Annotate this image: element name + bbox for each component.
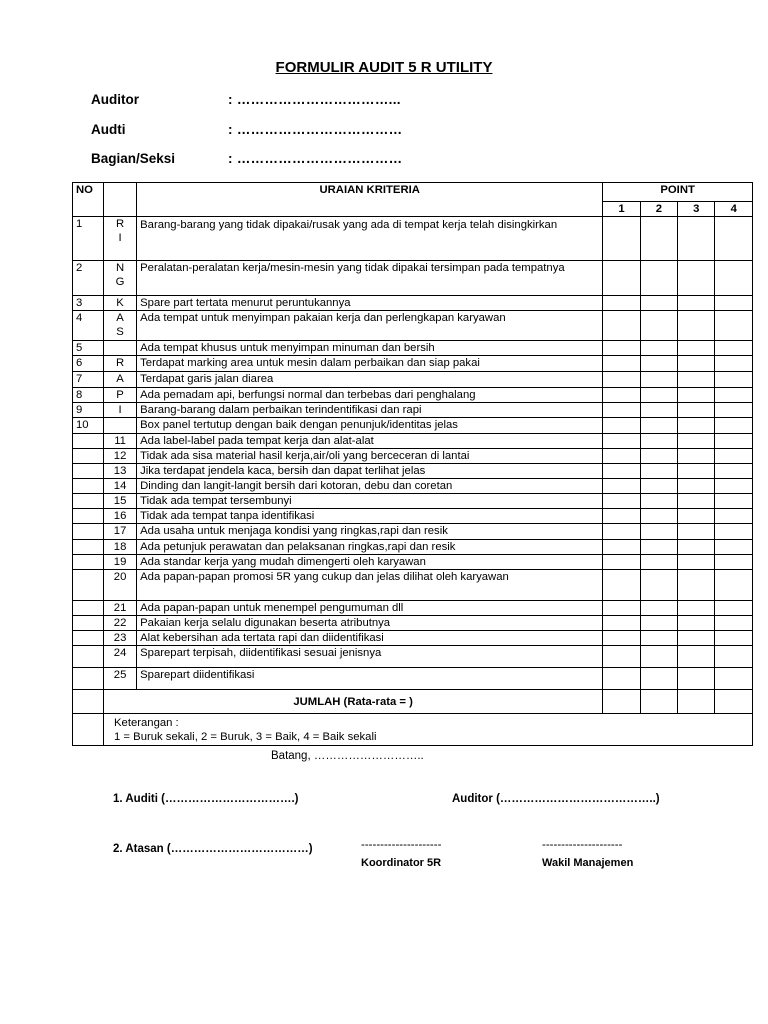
keterangan-blank xyxy=(73,714,104,746)
row-code-letter: 18 xyxy=(113,541,127,553)
row-criteria: Terdapat garis jalan diarea xyxy=(137,372,603,388)
row-criteria: Tidak ada tempat tanpa identifikasi xyxy=(137,509,603,524)
row-code-letter: I xyxy=(118,404,122,416)
row-criteria: Barang-barang dalam perbaikan terindentifikasi dan rapi xyxy=(137,403,603,418)
row-no: 9 xyxy=(73,403,104,418)
row-code-letter: 19 xyxy=(113,556,127,568)
header-no: NO xyxy=(73,183,104,217)
row-code-letter: 22 xyxy=(113,617,127,629)
audit-table xyxy=(72,182,753,746)
score-cell-4[interactable] xyxy=(715,311,753,341)
score-cell-2[interactable] xyxy=(640,570,677,601)
row-code xyxy=(104,388,137,403)
score-cell-1[interactable] xyxy=(603,388,640,403)
score-cell-3[interactable] xyxy=(678,311,715,341)
row-code-letter: S xyxy=(116,326,124,338)
header-point-1: 1 xyxy=(603,202,640,217)
row-code-letter: 16 xyxy=(113,510,127,522)
row-criteria: Tidak ada sisa material hasil kerja,air/oli yang berceceran di lantai xyxy=(137,449,603,464)
score-cell-2[interactable] xyxy=(640,509,677,524)
row-code-letter: G xyxy=(115,276,125,288)
score-cell-3[interactable] xyxy=(678,646,715,668)
row-criteria: Ada pemadam api, berfungsi normal dan terbebas dari penghalang xyxy=(137,388,603,403)
score-cell-3[interactable] xyxy=(678,631,715,646)
row-code xyxy=(104,555,137,570)
score-cell-3[interactable] xyxy=(678,341,715,356)
score-cell-1[interactable] xyxy=(603,296,640,311)
signature-atasan: 2. Atasan (………………………………) xyxy=(113,843,313,855)
row-no xyxy=(73,555,104,570)
row-code xyxy=(104,601,137,616)
score-cell-4[interactable] xyxy=(715,296,753,311)
score-cell-2[interactable] xyxy=(640,555,677,570)
header-point-3: 3 xyxy=(678,202,715,217)
table-row xyxy=(73,631,753,646)
score-cell-4[interactable] xyxy=(715,668,753,690)
score-cell-1[interactable] xyxy=(603,509,640,524)
row-criteria: Ada tempat untuk menyimpan pakaian kerja dan perlengkapan karyawan xyxy=(137,311,603,341)
score-cell-2[interactable] xyxy=(640,646,677,668)
score-cell-3[interactable] xyxy=(678,616,715,631)
row-code-letter: 13 xyxy=(113,465,127,477)
score-cell-2[interactable] xyxy=(640,494,677,509)
row-code xyxy=(104,403,137,418)
table-row xyxy=(73,616,753,631)
table-row xyxy=(73,261,753,296)
row-no xyxy=(73,479,104,494)
table-row xyxy=(73,449,753,464)
score-cell-3[interactable] xyxy=(678,540,715,555)
score-cell-2[interactable] xyxy=(640,631,677,646)
table-row xyxy=(73,524,753,540)
row-code xyxy=(104,479,137,494)
table-row xyxy=(73,418,753,434)
score-cell-3[interactable] xyxy=(678,356,715,372)
row-code xyxy=(104,494,137,509)
table-row xyxy=(73,601,753,616)
row-no xyxy=(73,540,104,555)
row-code-letter: I xyxy=(118,232,122,244)
signature-line-wakil: --------------------- xyxy=(542,839,623,851)
row-code-letter: R xyxy=(115,218,125,230)
score-cell-4[interactable] xyxy=(715,524,753,540)
row-code xyxy=(104,668,137,690)
score-cell-1[interactable] xyxy=(603,449,640,464)
row-code-letter: 17 xyxy=(113,525,127,537)
score-cell-4[interactable] xyxy=(715,217,753,261)
row-criteria: Tidak ada tempat tersembunyi xyxy=(137,494,603,509)
row-no xyxy=(73,668,104,690)
table-row xyxy=(73,494,753,509)
row-code-letter: 23 xyxy=(113,632,127,644)
score-cell-4[interactable] xyxy=(715,434,753,449)
row-code-letter: 21 xyxy=(113,602,127,614)
score-cell-2[interactable] xyxy=(640,540,677,555)
score-cell-1[interactable] xyxy=(603,631,640,646)
meta-label-bagian: Bagian/Seksi xyxy=(91,151,176,166)
row-no xyxy=(73,509,104,524)
jumlah-cell-4[interactable] xyxy=(715,690,753,714)
score-cell-2[interactable] xyxy=(640,668,677,690)
score-cell-4[interactable] xyxy=(715,449,753,464)
score-cell-4[interactable] xyxy=(715,356,753,372)
row-no: 5 xyxy=(73,341,104,356)
table-row xyxy=(73,570,753,601)
score-cell-3[interactable] xyxy=(678,372,715,388)
score-cell-1[interactable] xyxy=(603,464,640,479)
row-no xyxy=(73,631,104,646)
score-cell-2[interactable] xyxy=(640,616,677,631)
score-cell-2[interactable] xyxy=(640,388,677,403)
row-no xyxy=(73,646,104,668)
score-cell-2[interactable] xyxy=(640,341,677,356)
row-code-letter: K xyxy=(116,297,124,309)
score-cell-1[interactable] xyxy=(603,479,640,494)
signature-auditi: 1. Auditi (…………………………….) xyxy=(113,793,299,805)
row-no: 4 xyxy=(73,311,104,341)
row-code xyxy=(104,217,137,261)
row-code-letter: 24 xyxy=(113,647,127,659)
row-code xyxy=(104,418,137,434)
score-cell-2[interactable] xyxy=(640,524,677,540)
score-cell-3[interactable] xyxy=(678,570,715,601)
jumlah-cell-1[interactable] xyxy=(603,690,640,714)
score-cell-3[interactable] xyxy=(678,509,715,524)
jumlah-label: JUMLAH (Rata-rata = ) xyxy=(104,690,603,714)
row-code xyxy=(104,434,137,449)
row-code xyxy=(104,616,137,631)
score-cell-1[interactable] xyxy=(603,524,640,540)
row-criteria: Box panel tertutup dengan baik dengan penunjuk/identitas jelas xyxy=(137,418,603,434)
score-cell-1[interactable] xyxy=(603,372,640,388)
score-cell-2[interactable] xyxy=(640,601,677,616)
row-no xyxy=(73,570,104,601)
score-cell-3[interactable] xyxy=(678,217,715,261)
score-cell-4[interactable] xyxy=(715,509,753,524)
score-cell-3[interactable] xyxy=(678,434,715,449)
score-cell-1[interactable] xyxy=(603,494,640,509)
score-cell-3[interactable] xyxy=(678,555,715,570)
score-cell-4[interactable] xyxy=(715,341,753,356)
score-cell-4[interactable] xyxy=(715,570,753,601)
score-cell-4[interactable] xyxy=(715,261,753,296)
score-cell-4[interactable] xyxy=(715,494,753,509)
row-criteria: Ada standar kerja yang mudah dimengerti oleh karyawan xyxy=(137,555,603,570)
score-cell-2[interactable] xyxy=(640,296,677,311)
row-criteria: Ada papan-papan untuk menempel pengumuman dll xyxy=(137,601,603,616)
row-code xyxy=(104,356,137,372)
row-code xyxy=(104,311,137,341)
table-row xyxy=(73,479,753,494)
row-no: 6 xyxy=(73,356,104,372)
score-cell-2[interactable] xyxy=(640,479,677,494)
table-row xyxy=(73,403,753,418)
place-date: Batang, ……………………….. xyxy=(271,750,424,762)
header-code xyxy=(104,183,137,217)
row-code-letter: 20 xyxy=(113,571,127,583)
table-row xyxy=(73,555,753,570)
score-cell-2[interactable] xyxy=(640,464,677,479)
row-criteria: Ada label-label pada tempat kerja dan alat-alat xyxy=(137,434,603,449)
score-cell-1[interactable] xyxy=(603,555,640,570)
table-row xyxy=(73,356,753,372)
form-title: FORMULIR AUDIT 5 R UTILITY xyxy=(275,59,493,76)
score-cell-1[interactable] xyxy=(603,217,640,261)
row-code-letter: 25 xyxy=(113,669,127,681)
score-cell-3[interactable] xyxy=(678,524,715,540)
meta-value-auditor: : ……………………………... xyxy=(228,92,401,107)
header-point: POINT xyxy=(603,183,753,202)
score-cell-1[interactable] xyxy=(603,341,640,356)
score-cell-1[interactable] xyxy=(603,601,640,616)
table-row xyxy=(73,311,753,341)
score-cell-1[interactable] xyxy=(603,434,640,449)
score-cell-4[interactable] xyxy=(715,479,753,494)
row-criteria: Ada tempat khusus untuk menyimpan minuman dan bersih xyxy=(137,341,603,356)
score-cell-3[interactable] xyxy=(678,668,715,690)
score-cell-4[interactable] xyxy=(715,464,753,479)
row-code xyxy=(104,464,137,479)
row-no: 1 xyxy=(73,217,104,261)
row-code-letter: A xyxy=(116,373,124,385)
score-cell-1[interactable] xyxy=(603,668,640,690)
row-no: 3 xyxy=(73,296,104,311)
table-row xyxy=(73,341,753,356)
keterangan-title: Keterangan : xyxy=(114,717,179,729)
score-cell-2[interactable] xyxy=(640,356,677,372)
row-code-letter: R xyxy=(115,357,125,369)
row-code xyxy=(104,261,137,296)
keterangan-text: 1 = Buruk sekali, 2 = Buruk, 3 = Baik, 4 = Baik sekali xyxy=(114,731,377,743)
jumlah-cell-2[interactable] xyxy=(640,690,677,714)
score-cell-2[interactable] xyxy=(640,311,677,341)
score-cell-1[interactable] xyxy=(603,616,640,631)
row-no: 7 xyxy=(73,372,104,388)
score-cell-3[interactable] xyxy=(678,449,715,464)
keterangan xyxy=(104,714,753,746)
row-criteria: Sparepart terpisah, diidentifikasi sesuai jenisnya xyxy=(137,646,603,668)
meta-value-audti: : ……………………………… xyxy=(228,122,403,137)
jumlah-blank xyxy=(73,690,104,714)
score-cell-2[interactable] xyxy=(640,434,677,449)
row-criteria: Sparepart diidentifikasi xyxy=(137,668,603,690)
score-cell-4[interactable] xyxy=(715,555,753,570)
signature-koordinator: Koordinator 5R xyxy=(361,857,442,869)
score-cell-4[interactable] xyxy=(715,540,753,555)
row-code-letter: 12 xyxy=(113,450,127,462)
score-cell-4[interactable] xyxy=(715,601,753,616)
signature-auditor: Auditor (…………………………………..) xyxy=(452,793,660,805)
score-cell-1[interactable] xyxy=(603,570,640,601)
row-criteria: Spare part tertata menurut peruntukannya xyxy=(137,296,603,311)
score-cell-2[interactable] xyxy=(640,449,677,464)
row-no: 10 xyxy=(73,418,104,434)
row-code-letter: 14 xyxy=(113,480,127,492)
header-point-2: 2 xyxy=(640,202,677,217)
table-row xyxy=(73,668,753,690)
header-criteria: URAIAN KRITERIA xyxy=(137,183,603,217)
row-code xyxy=(104,296,137,311)
row-criteria: Barang-barang yang tidak dipakai/rusak yang ada di tempat kerja telah disingkirkan xyxy=(137,217,603,261)
meta-value-bagian: : ……………………………… xyxy=(228,151,403,166)
row-code-letter: P xyxy=(116,389,124,401)
score-cell-1[interactable] xyxy=(603,418,640,434)
row-code xyxy=(104,509,137,524)
row-code-letter: 15 xyxy=(113,495,127,507)
score-cell-3[interactable] xyxy=(678,296,715,311)
score-cell-3[interactable] xyxy=(678,464,715,479)
score-cell-3[interactable] xyxy=(678,261,715,296)
score-cell-4[interactable] xyxy=(715,388,753,403)
row-no xyxy=(73,464,104,479)
score-cell-3[interactable] xyxy=(678,479,715,494)
score-cell-2[interactable] xyxy=(640,261,677,296)
meta-label-audti: Audti xyxy=(91,122,126,137)
row-criteria: Ada usaha untuk menjaga kondisi yang ringkas,rapi dan resik xyxy=(137,524,603,540)
score-cell-1[interactable] xyxy=(603,403,640,418)
signature-line-koordinator: --------------------- xyxy=(361,839,442,851)
score-cell-4[interactable] xyxy=(715,418,753,434)
table-row xyxy=(73,509,753,524)
score-cell-4[interactable] xyxy=(715,403,753,418)
score-cell-3[interactable] xyxy=(678,494,715,509)
row-criteria: Pakaian kerja selalu digunakan beserta atributnya xyxy=(137,616,603,631)
row-criteria: Alat kebersihan ada tertata rapi dan diidentifikasi xyxy=(137,631,603,646)
score-cell-1[interactable] xyxy=(603,646,640,668)
row-no: 2 xyxy=(73,261,104,296)
row-no xyxy=(73,601,104,616)
jumlah-cell-3[interactable] xyxy=(678,690,715,714)
row-no xyxy=(73,449,104,464)
table-row xyxy=(73,464,753,479)
score-cell-4[interactable] xyxy=(715,646,753,668)
row-no xyxy=(73,524,104,540)
header-point-4: 4 xyxy=(715,202,753,217)
score-cell-3[interactable] xyxy=(678,403,715,418)
table-row xyxy=(73,372,753,388)
score-cell-4[interactable] xyxy=(715,616,753,631)
table-row xyxy=(73,540,753,555)
table-row xyxy=(73,646,753,668)
row-criteria: Dinding dan langit-langit bersih dari kotoran, debu dan coretan xyxy=(137,479,603,494)
row-criteria: Jika terdapat jendela kaca, bersih dan dapat terlihat jelas xyxy=(137,464,603,479)
row-no xyxy=(73,494,104,509)
score-cell-2[interactable] xyxy=(640,372,677,388)
row-criteria: Ada papan-papan promosi 5R yang cukup dan jelas dilihat oleh karyawan xyxy=(137,570,603,601)
score-cell-3[interactable] xyxy=(678,388,715,403)
table-row xyxy=(73,434,753,449)
score-cell-1[interactable] xyxy=(603,261,640,296)
row-code-letter: A xyxy=(116,312,124,324)
table-row xyxy=(73,296,753,311)
row-no xyxy=(73,616,104,631)
score-cell-4[interactable] xyxy=(715,631,753,646)
row-code xyxy=(104,631,137,646)
table-row xyxy=(73,217,753,261)
row-code xyxy=(104,341,137,356)
score-cell-2[interactable] xyxy=(640,217,677,261)
score-cell-2[interactable] xyxy=(640,403,677,418)
score-cell-1[interactable] xyxy=(603,540,640,555)
row-criteria: Peralatan-peralatan kerja/mesin-mesin yang tidak dipakai tersimpan pada tempatnya xyxy=(137,261,603,296)
row-no xyxy=(73,434,104,449)
row-code xyxy=(104,449,137,464)
signature-wakil: Wakil Manajemen xyxy=(542,857,634,869)
score-cell-1[interactable] xyxy=(603,311,640,341)
row-code xyxy=(104,372,137,388)
row-code xyxy=(104,646,137,668)
row-code xyxy=(104,570,137,601)
row-code-letter: N xyxy=(115,262,125,274)
score-cell-3[interactable] xyxy=(678,418,715,434)
score-cell-1[interactable] xyxy=(603,356,640,372)
table-row xyxy=(73,388,753,403)
score-cell-4[interactable] xyxy=(715,372,753,388)
row-no: 8 xyxy=(73,388,104,403)
meta-label-auditor: Auditor xyxy=(91,92,139,107)
row-criteria: Terdapat marking area untuk mesin dalam perbaikan dan siap pakai xyxy=(137,356,603,372)
score-cell-2[interactable] xyxy=(640,418,677,434)
row-criteria: Ada petunjuk perawatan dan pelaksanan ringkas,rapi dan resik xyxy=(137,540,603,555)
row-code xyxy=(104,524,137,540)
score-cell-3[interactable] xyxy=(678,601,715,616)
row-code xyxy=(104,540,137,555)
row-code-letter: 11 xyxy=(114,435,126,447)
